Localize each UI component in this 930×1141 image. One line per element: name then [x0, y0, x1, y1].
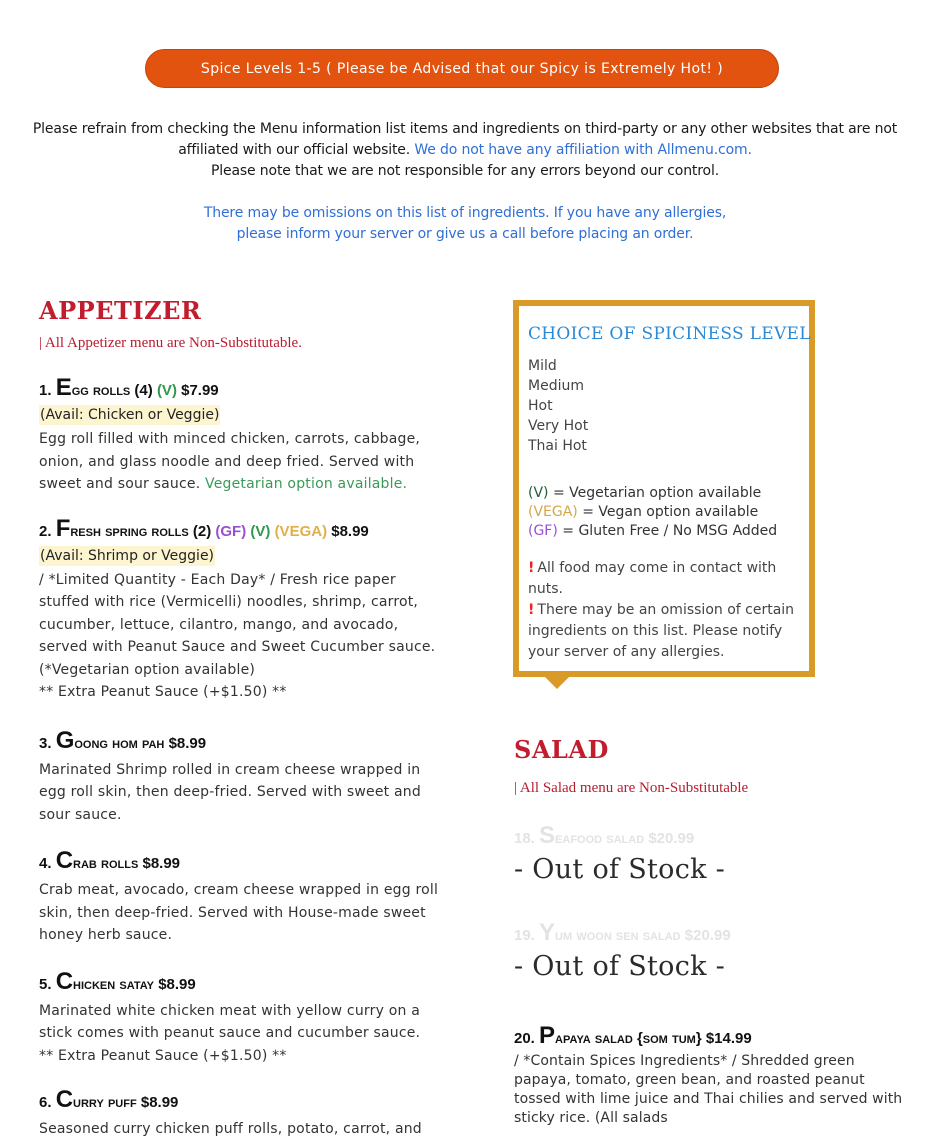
item-description: Crab meat, avocado, cream cheese wrapped in egg roll skin, then deep-fried. Served with House-made sweet honey herb sauce.: [39, 882, 439, 943]
warning-nuts: [528, 558, 808, 600]
item-name: eafood salad: [555, 830, 645, 847]
item-initial: C: [55, 847, 74, 874]
item-initial: Y: [539, 919, 556, 946]
warning-text: There may be an omission of certain ingredients on this list. Please notify your server of any allergies.: [528, 602, 795, 660]
item-name: urry puff: [73, 1094, 137, 1111]
allergy-line-2: please inform your server or give us a call before placing an order.: [236, 226, 694, 242]
item-initial: C: [55, 967, 74, 995]
appetizer-subtitle: | All Appetizer menu are Non-Substitutable.: [39, 335, 302, 351]
item-name: rab rolls: [73, 855, 139, 872]
callout-arrow-icon: [545, 677, 569, 689]
salad-title: SALAD: [514, 735, 609, 764]
menu-item-seafood-salad[interactable]: [514, 823, 914, 852]
item-title: [39, 848, 439, 877]
vegetarian-tag: (V): [156, 382, 177, 399]
extra-sauce-note: ** Extra Peanut Sauce (+$1.50) **: [39, 1047, 287, 1064]
menu-item-egg-rolls[interactable]: [39, 375, 439, 496]
menu-item-crab-rolls[interactable]: [39, 848, 439, 947]
item-price: $20.99: [648, 830, 695, 847]
salad-subtitle: | All Salad menu are Non-Substitutable: [514, 780, 749, 796]
allergy-notice: [30, 203, 900, 245]
spice-level-very-hot: Very Hot: [528, 418, 589, 434]
item-price: $7.99: [181, 382, 219, 399]
affiliation-note: We do not have any affiliation with Allmenu.com.: [414, 142, 752, 158]
legend-vegetarian: [528, 484, 813, 503]
item-price: $8.99: [168, 734, 207, 752]
gluten-free-tag: (GF): [215, 522, 247, 540]
item-number: 1.: [39, 382, 52, 399]
spiciness-title: CHOICE OF SPICINESS LEVEL: [528, 324, 811, 344]
spiciness-level-list: [528, 356, 588, 456]
legend-key: (VEGA): [528, 504, 578, 520]
legend-text: = Vegan option available: [577, 504, 759, 520]
spice-level-hot: Hot: [528, 398, 553, 414]
vegan-tag: (VEGA): [274, 522, 328, 540]
item-name: hicken satay: [73, 975, 155, 993]
menu-disclaimer: [30, 119, 900, 245]
vegetarian-note: Vegetarian option available.: [205, 476, 408, 492]
item-number: 4.: [39, 855, 52, 872]
disclaimer-text: Please refrain from checking the Menu information list items and ingredients on third-party or any other websites that are not affiliated with our official website.: [32, 121, 898, 158]
spice-level-thai-hot: Thai Hot: [528, 438, 587, 454]
menu-item-papaya-salad[interactable]: [514, 1023, 914, 1128]
item-name: apaya salad {som tum}: [555, 1030, 702, 1047]
allergy-line-1: There may be omissions on this list of ingredients. If you have any allergies,: [203, 205, 727, 221]
item-title: [39, 1087, 439, 1116]
item-initial: E: [55, 374, 72, 401]
dietary-legend: [528, 484, 813, 541]
item-description: Marinated white chicken meat with yellow curry on a stick comes with peanut sauce and cucumber sauce.: [39, 1002, 421, 1041]
menu-item-goong-hom-pah[interactable]: [39, 728, 439, 827]
vegetarian-tag: (V): [250, 522, 271, 540]
item-description: / *Limited Quantity - Each Day* / Fresh rice paper stuffed with rice (Vermicelli) noodles, shrimp, carrot, cucumber, lettuce, cilantro, mango, and avocado, served with Peanut Sauce and Sweet Cucumber sauce.: [39, 571, 436, 655]
item-availability: (Avail: Shrimp or Veggie): [40, 547, 215, 564]
exclamation-icon: !: [528, 602, 535, 618]
spice-level-medium: Medium: [528, 378, 584, 394]
menu-item-yum-woon-sen-salad[interactable]: [514, 920, 914, 949]
allergy-warnings: [528, 558, 808, 663]
item-title: [514, 920, 914, 949]
description-text: Egg roll filled with minced chicken, carrots, cabbage, onion, and glass noodle and deep fried. Served with sweet and sour sauce.: [39, 431, 421, 492]
item-number: 5.: [39, 975, 52, 993]
item-initial: F: [55, 514, 71, 542]
item-price: $8.99: [331, 522, 369, 540]
item-name: resh spring rolls (2): [70, 522, 212, 540]
warning-text: All food may come in contact with nuts.: [528, 560, 777, 597]
extra-sauce-note: ** Extra Peanut Sauce (+$1.50) **: [39, 684, 287, 700]
item-number: 19.: [514, 927, 535, 944]
item-initial: S: [539, 822, 556, 849]
item-number: 6.: [39, 1094, 52, 1111]
item-number: 18.: [514, 830, 535, 847]
item-number: 20.: [514, 1030, 535, 1047]
item-price: $8.99: [158, 975, 196, 993]
item-title: [514, 823, 914, 852]
menu-item-curry-puff[interactable]: [39, 1087, 439, 1141]
disclaimer-line-1: [30, 119, 900, 161]
item-price: $14.99: [705, 1030, 752, 1047]
appetizer-section: [39, 296, 439, 1141]
item-price: $8.99: [140, 1094, 179, 1111]
item-initial: G: [55, 726, 75, 754]
item-availability: (Avail: Chicken or Veggie): [40, 407, 220, 423]
item-number: 3.: [39, 734, 52, 752]
spice-level-mild: Mild: [528, 358, 557, 374]
item-description: / *Contain Spices Ingredients* / Shredded green papaya, tomato, green bean, and roasted peanut tossed with lime juice and Thai chilies and served with sticky rice. (All salads: [514, 1053, 903, 1126]
spice-level-banner[interactable]: Spice Levels 1-5 ( Please be Advised that our Spicy is Extremely Hot! ): [145, 49, 779, 88]
menu-item-fresh-spring-rolls[interactable]: [39, 516, 439, 704]
salad-section: [514, 735, 914, 1128]
appetizer-title: APPETIZER: [39, 296, 202, 325]
legend-key: (V): [528, 485, 549, 501]
legend-text: = Gluten Free / No MSG Added: [557, 523, 778, 539]
menu-item-chicken-satay[interactable]: [39, 969, 439, 1068]
item-number: 2.: [39, 522, 52, 540]
item-name: oong hom pah: [74, 734, 165, 752]
spiciness-level-box: [513, 300, 815, 677]
legend-key: (GF): [528, 523, 558, 539]
item-title: [39, 516, 439, 545]
item-price: $8.99: [142, 855, 181, 872]
item-title: [39, 728, 439, 757]
item-description: Marinated Shrimp rolled in cream cheese wrapped in egg roll skin, then deep-fried. Served with sweet and sour sauce.: [39, 761, 421, 823]
item-price: $20.99: [684, 927, 731, 944]
item-description: Seasoned curry chicken puff rolls, potato, carrot, and: [39, 1121, 422, 1137]
item-title: [39, 969, 439, 998]
item-title: [514, 1023, 914, 1052]
item-title: [39, 375, 439, 404]
legend-vegan: [528, 503, 813, 522]
legend-gluten-free: [528, 522, 813, 541]
disclaimer-line-2: Please note that we are not responsible for any errors beyond our control.: [210, 163, 720, 179]
legend-text: = Vegetarian option available: [548, 485, 762, 501]
item-initial: P: [539, 1022, 556, 1049]
vegetarian-note: (*Vegetarian option available): [39, 661, 256, 678]
item-description: [39, 428, 439, 496]
item-name: um woon sen salad: [555, 927, 681, 944]
item-name: gg rolls (4): [71, 382, 153, 399]
warning-omission: [528, 600, 808, 663]
out-of-stock-label: - Out of Stock -: [514, 854, 726, 885]
item-initial: C: [55, 1086, 74, 1113]
out-of-stock-label: - Out of Stock -: [514, 951, 726, 982]
exclamation-icon: !: [528, 560, 535, 576]
